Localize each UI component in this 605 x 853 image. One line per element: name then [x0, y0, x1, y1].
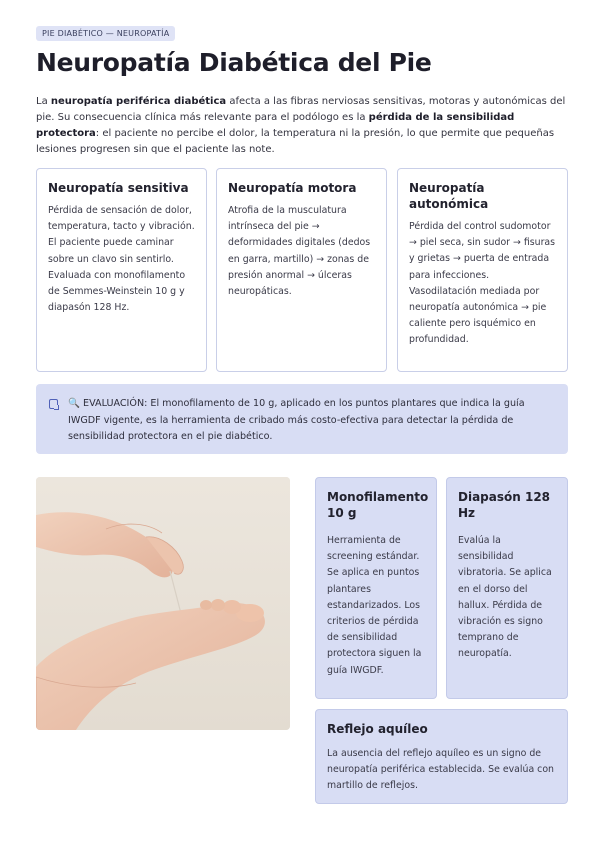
card-title: Reflejo aquíleo: [327, 722, 428, 736]
page-title: Neuropatía Diabética del Pie: [36, 48, 432, 77]
card-title: Neuropatía autonómica: [409, 181, 489, 211]
card-body: Evalúa la sensibilidad vibratoria. Se aplica en el dorso del hallux. Pérdida de vibración es signo temprano de neuropatía.: [458, 535, 552, 660]
card-body: Herramienta de screening estándar. Se aplica en puntos plantares estandarizados. Los criterios de pérdida de sensibilidad protectora siguen la guía IWGDF.: [327, 535, 422, 676]
intro-bold-1: neuropatía periférica diabética: [50, 96, 227, 107]
magnifier-icon: 🔍: [68, 398, 80, 409]
card-sensory-neuropathy: [36, 168, 207, 372]
card-title: Neuropatía motora: [228, 181, 357, 195]
intro-bold-2: pérdida de la sensibilidad protectora: [36, 112, 515, 139]
intro-paragraph: [36, 94, 570, 158]
card-body: Atrofia de la musculatura intrínseca del pie → deformidades digitales (dedos en garra, martillo) → zonas de presión anormal → úlceras neuropáticas.: [228, 205, 371, 298]
card-title: Monofilamento 10 g: [327, 490, 429, 520]
note-icon: [49, 399, 58, 409]
card-monofilament: [315, 477, 437, 699]
card-body: Pérdida de sensación de dolor, temperatura, tacto y vibración. El paciente puede caminar sobre un clavo sin sentirlo. Evaluada con monofilamento de Semmes-Weinstein 10 g y diapasón 128 Hz.: [48, 205, 195, 314]
card-achilles-reflex: [315, 709, 568, 804]
intro-text-2: afecta a las fibras nerviosas sensitivas, motoras y autonómicas del pie. Su consecuencia clínica más relevante para el podólogo es la: [36, 96, 566, 123]
section-tag: PIE DIABÉTICO — NEUROPATÍA: [36, 26, 175, 41]
card-motor-neuropathy: [216, 168, 387, 372]
card-title: Diapasón 128 Hz: [458, 490, 551, 520]
foot-monofilament-photo: [36, 477, 290, 730]
card-tuning-fork: [446, 477, 568, 699]
card-body: La ausencia del reflejo aquíleo es un signo de neuropatía periférica establecida. Se evalúa con martillo de reflejos.: [327, 748, 554, 792]
card-title: Neuropatía sensitiva: [48, 181, 189, 195]
card-autonomic-neuropathy: [397, 168, 568, 372]
callout-text: EVALUACIÓN: El monofilamento de 10 g, aplicado en los puntos plantares que indica la guía IWGDF vigente, es la herramienta de cribado más costo-efectiva para detectar la pérdida de sensibilidad protectora en el pie diabético.: [68, 398, 525, 442]
foot-illustration: [36, 477, 290, 730]
intro-text-1: La: [36, 96, 51, 107]
intro-text-3: : el paciente no percibe el dolor, la temperatura ni la presión, lo que permite que pequeñas lesiones progresen sin que el paciente las note.: [36, 128, 555, 155]
card-body: Pérdida del control sudomotor → piel seca, sin sudor → fisuras y grietas → puerta de entrada para infecciones. Vasodilatación mediada por neuropatía autonómica → pie caliente pero isquémico en profundidad.: [409, 221, 556, 346]
evaluation-callout: [36, 384, 568, 454]
